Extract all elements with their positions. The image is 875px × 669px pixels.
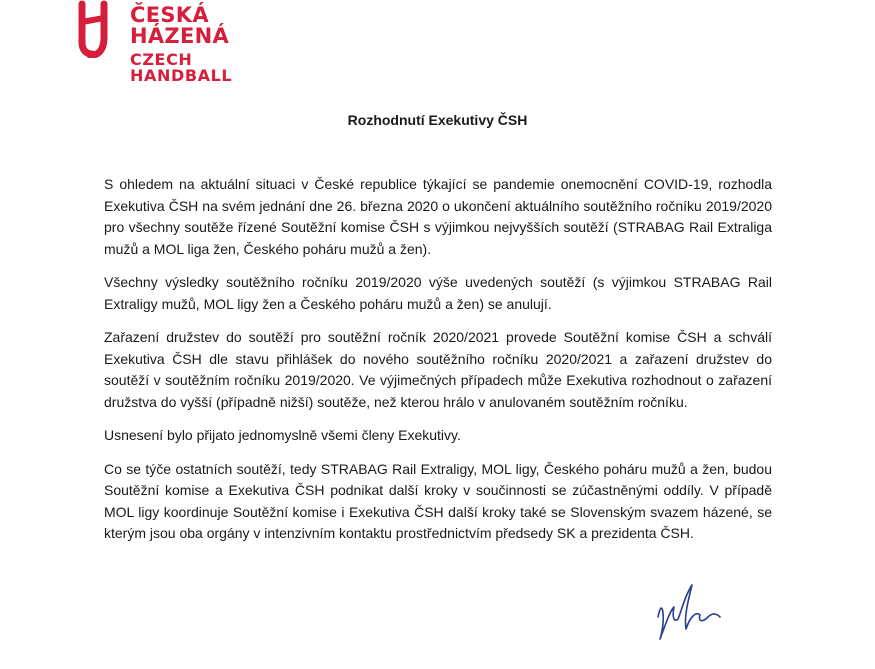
paragraph: S ohledem na aktuální situaci v České republice týkající se pandemie onemocnění COVID-19, rozhodla Exekutiva ČSH na svém jednání dne 26. března 2020 o ukončení aktuálního soutěžního ročníku 2019/2020 pro všechny soutěže řízené Soutěžní komise ČSH s výjimkou nejvyšších soutěží (STRABAG Rail Extraliga mužů a MOL liga žen, Českého poháru mužů a žen).: [104, 176, 772, 257]
document-body: [104, 174, 772, 557]
logo-line-czech: ČESKÁ HÁZENÁ: [130, 3, 230, 48]
paragraph: Co se týče ostatních soutěží, tedy STRABAG Rail Extraligy, MOL ligy, Českého poháru mužů a žen, budou Soutěžní komise a Exekutiva ČSH podnikat další kroky v součinnosti se zúčastněnými oddíly. V případě MOL ligy koordinuje Soutěžní komise i Exekutiva ČSH další kroky také se Slovenským svazem házené, se kterým jsou oba orgány v intenzivním kontaktu prostřednictvím předsedy SK a prezidenta ČSH.: [104, 460, 772, 541]
paragraph: Zařazení družstev do soutěží pro soutěžní ročník 2020/2021 provede Soutěžní komise ČSH a schválí Exekutiva ČSH dle stavu přihlášek do nového soutěžního ročníku 2020/2021 a zařazení družstev do soutěží v soutěžním ročníku 2019/2020. Ve výjimečných případech může Exekutiva rozhodnout o zařazení družstva do vyšší (případně nižší) soutěže, než kterou hrálo v anulovaném soutěžním ročníku.: [104, 329, 772, 410]
logo-wordmark: [130, 2, 274, 84]
handwritten-signature-icon: [648, 577, 728, 647]
logo-line-english: CZECH HANDBALL: [130, 50, 233, 85]
czech-handball-logo: [74, 0, 274, 85]
paragraph: Usnesení bylo přijato jednomyslně všemi členy Exekutivy.: [104, 427, 461, 443]
paragraph: Všechny výsledky soutěžního ročníku 2019/2020 výše uvedených soutěží (s výjimkou STRABAG Rail Extraligy mužů, MOL ligy žen a Českého poháru mužů a žen) se anulují.: [104, 274, 772, 312]
document-title: Rozhodnutí Exekutivy ČSH: [347, 112, 528, 128]
czech-handball-logo-icon: [74, 0, 124, 58]
